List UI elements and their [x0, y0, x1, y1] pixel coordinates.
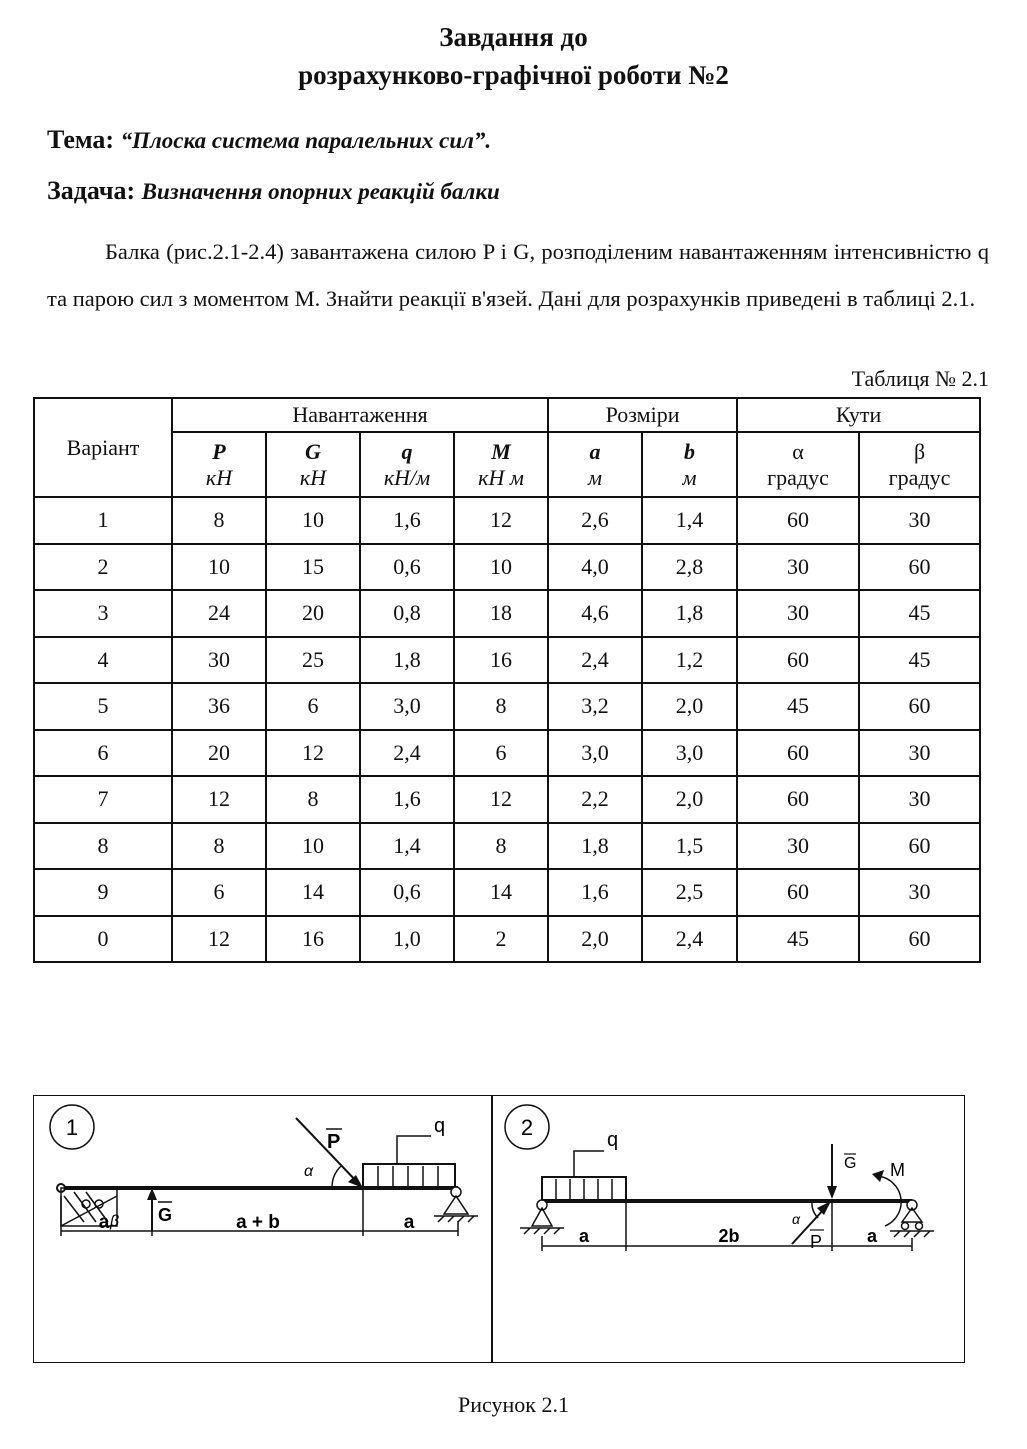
header-sizes: Розміри: [548, 398, 737, 432]
panel-2-number: 2: [520, 1115, 534, 1140]
description-paragraph: [47, 228, 989, 322]
table-cell: 3,0: [642, 730, 737, 777]
task-value: Визначення опорних реакцій балки: [141, 179, 500, 204]
table-cell: 16: [454, 637, 548, 684]
table-row: [34, 916, 980, 963]
table-cell: 45: [737, 916, 859, 963]
figure-caption: Рисунок 2.1: [458, 1392, 569, 1417]
column-header: [172, 432, 266, 497]
table-caption: Таблиця № 2.1: [851, 366, 989, 391]
table-cell: 30: [737, 823, 859, 870]
column-symbol: M: [491, 438, 511, 464]
panel-2-diagram: [492, 1096, 964, 1362]
table-cell: 10: [266, 823, 360, 870]
panel-1-q-leader: [397, 1136, 431, 1164]
column-header: [642, 432, 737, 497]
variant-cell: 0: [34, 916, 172, 963]
panel-2-g-label: G: [844, 1155, 857, 1172]
table-row: [34, 683, 980, 730]
table-cell: 6: [266, 683, 360, 730]
description-text: Балка (рис.2.1-2.4) завантажена силою P і G, розподіленим навантаженням інтенсивністю q та парою сил з моментом M. Знайти реакції в'язей. Дані для розрахунків приведені в таблиці 2.1.: [47, 239, 989, 311]
table-cell: 2,5: [642, 869, 737, 916]
column-header: [360, 432, 454, 497]
panel-1-p-label: P: [327, 1131, 341, 1153]
column-symbol: P: [212, 438, 226, 464]
header-angles: Кути: [737, 398, 980, 432]
table-cell: 16: [266, 916, 360, 963]
table-cell: 25: [266, 637, 360, 684]
table-cell: 30: [737, 544, 859, 591]
column-symbol: α: [792, 438, 804, 464]
panel-2-g-arrowhead: [827, 1186, 837, 1199]
table-cell: 2,4: [360, 730, 454, 777]
panel-2-right-support: [890, 1200, 934, 1237]
table-cell: 2,4: [548, 637, 642, 684]
table-cell: 60: [859, 916, 980, 963]
table-cell: 2,0: [642, 683, 737, 730]
table-cell: 8: [266, 776, 360, 823]
panel-2-dim-1: a: [578, 1226, 590, 1246]
header-load: Навантаження: [172, 398, 548, 432]
table-cell: 2,2: [548, 776, 642, 823]
table-cell: 0,6: [360, 544, 454, 591]
theme-label: Тема:: [47, 125, 115, 154]
header-variant: Варіант: [34, 398, 172, 497]
table-cell: 30: [859, 869, 980, 916]
column-unit: градус: [767, 464, 829, 490]
column-symbol: a: [589, 438, 601, 464]
table-cell: 1,0: [360, 916, 454, 963]
table-cell: 2,0: [548, 916, 642, 963]
table-row: [34, 776, 980, 823]
table-cell: 1,6: [360, 776, 454, 823]
panel-2-dim-2: 2b: [718, 1226, 740, 1246]
panel-2-q-leader: [574, 1151, 604, 1177]
table-cell: 60: [737, 776, 859, 823]
table-cell: 24: [172, 590, 266, 637]
table-cell: 18: [454, 590, 548, 637]
table-cell: 3,0: [360, 683, 454, 730]
table-cell: 2: [454, 916, 548, 963]
panel-1-dim-2: a + b: [236, 1212, 280, 1233]
table-row: [34, 637, 980, 684]
panel-2-q-label: q: [607, 1129, 619, 1151]
panel-1-right-support: [434, 1187, 478, 1222]
column-unit: м: [682, 464, 697, 490]
table-cell: 10: [172, 544, 266, 591]
table-cell: 3,0: [548, 730, 642, 777]
task-line: [47, 176, 500, 206]
panel-1-dim-3: a: [403, 1212, 415, 1233]
table-cell: 1,4: [360, 823, 454, 870]
title-line-2: розрахунково-графічної роботи №2: [298, 60, 729, 90]
column-symbol: b: [684, 438, 696, 464]
table-cell: 60: [737, 637, 859, 684]
table-cell: 1,6: [548, 869, 642, 916]
table-row: [34, 823, 980, 870]
table-cell: 1,6: [360, 497, 454, 544]
panel-1-q-label: q: [434, 1115, 446, 1137]
column-symbol: β: [913, 438, 926, 464]
table-cell: 1,8: [548, 823, 642, 870]
table-cell: 8: [172, 823, 266, 870]
variant-cell: 3: [34, 590, 172, 637]
table-cell: 8: [454, 683, 548, 730]
table-cell: 2,4: [642, 916, 737, 963]
panel-2-q-arrows: [556, 1179, 612, 1199]
table-cell: 4,0: [548, 544, 642, 591]
table-cell: 12: [172, 776, 266, 823]
column-unit: кН: [205, 464, 233, 490]
table-cell: 10: [454, 544, 548, 591]
table-cell: 1,8: [360, 637, 454, 684]
table-cell: 45: [859, 590, 980, 637]
table-cell: 60: [737, 730, 859, 777]
table-cell: 30: [859, 776, 980, 823]
table-cell: 30: [859, 497, 980, 544]
panel-1-q-box: [363, 1164, 455, 1188]
panel-1-dim-1: a: [98, 1212, 110, 1233]
table-cell: 12: [266, 730, 360, 777]
panel-2-p-arrowhead: [817, 1201, 831, 1215]
column-unit: кН/м: [383, 464, 431, 490]
column-header: [548, 432, 642, 497]
table-cell: 12: [454, 776, 548, 823]
table-cell: 2,6: [548, 497, 642, 544]
table-cell: 60: [737, 497, 859, 544]
table-cell: 1,4: [642, 497, 737, 544]
table-cell: 30: [737, 590, 859, 637]
panel-1-g-label: G: [158, 1205, 173, 1225]
panel-1-alpha-arc: [332, 1166, 341, 1188]
table-cell: 6: [454, 730, 548, 777]
table-cell: 36: [172, 683, 266, 730]
panel-1-number: 1: [65, 1115, 79, 1140]
panel-1-beta: β: [110, 1213, 120, 1230]
variant-cell: 5: [34, 683, 172, 730]
table-cell: 60: [737, 869, 859, 916]
column-unit: градус: [888, 464, 951, 490]
panel-1-alpha: α: [304, 1163, 314, 1180]
table-cell: 14: [454, 869, 548, 916]
column-unit: кН м: [478, 464, 524, 490]
table-cell: 6: [172, 869, 266, 916]
theme-value: “Плоска система паралельних сил”.: [120, 128, 492, 153]
column-header: [859, 432, 980, 497]
title-line-1: Завдання до: [439, 22, 588, 52]
table-cell: 1,2: [642, 637, 737, 684]
table-cell: 45: [859, 637, 980, 684]
panel-2-alpha: α: [792, 1211, 800, 1227]
panel-1-q-arrows: [378, 1166, 438, 1186]
table-cell: 2,0: [642, 776, 737, 823]
table-cell: 60: [859, 544, 980, 591]
panel-2-m-label: M: [890, 1160, 905, 1180]
panel-2-dim-3: a: [866, 1226, 878, 1246]
variant-cell: 1: [34, 497, 172, 544]
table-cell: 15: [266, 544, 360, 591]
table-cell: 4,6: [548, 590, 642, 637]
table-cell: 60: [859, 683, 980, 730]
table-cell: 14: [266, 869, 360, 916]
table-cell: 8: [454, 823, 548, 870]
column-unit: м: [588, 464, 603, 490]
column-unit: кН: [299, 464, 327, 490]
table-cell: 0,6: [360, 869, 454, 916]
table-row: [34, 590, 980, 637]
table-row: [34, 497, 980, 544]
column-header: [266, 432, 360, 497]
table-cell: 30: [859, 730, 980, 777]
variant-cell: 8: [34, 823, 172, 870]
theme-line: [47, 125, 491, 155]
table-cell: 2,8: [642, 544, 737, 591]
table-cell: 12: [172, 916, 266, 963]
data-table: [33, 397, 981, 963]
column-header: [737, 432, 859, 497]
panel-2-moment-arrowhead: [872, 1170, 884, 1182]
table-cell: 30: [172, 637, 266, 684]
table-cell: 0,8: [360, 590, 454, 637]
table-cell: 3,2: [548, 683, 642, 730]
table-row: [34, 730, 980, 777]
table-cell: 10: [266, 497, 360, 544]
column-symbol: G: [305, 438, 321, 464]
table-cell: 8: [172, 497, 266, 544]
table-cell: 20: [266, 590, 360, 637]
variant-cell: 9: [34, 869, 172, 916]
table-cell: 60: [859, 823, 980, 870]
table-row: [34, 869, 980, 916]
figure-box: [33, 1095, 965, 1363]
column-header: [454, 432, 548, 497]
panel-2-p-label: P: [810, 1232, 823, 1252]
variant-cell: 6: [34, 730, 172, 777]
variant-cell: 7: [34, 776, 172, 823]
table-cell: 20: [172, 730, 266, 777]
table-cell: 45: [737, 683, 859, 730]
panel-2-left-support: [520, 1200, 564, 1234]
table-row: [34, 544, 980, 591]
column-symbol: q: [401, 438, 413, 464]
variant-cell: 2: [34, 544, 172, 591]
task-label: Задача:: [47, 176, 136, 205]
panel-1-diagram: [34, 1096, 491, 1362]
table-cell: 1,8: [642, 590, 737, 637]
table-cell: 12: [454, 497, 548, 544]
table-cell: 1,5: [642, 823, 737, 870]
variant-cell: 4: [34, 637, 172, 684]
